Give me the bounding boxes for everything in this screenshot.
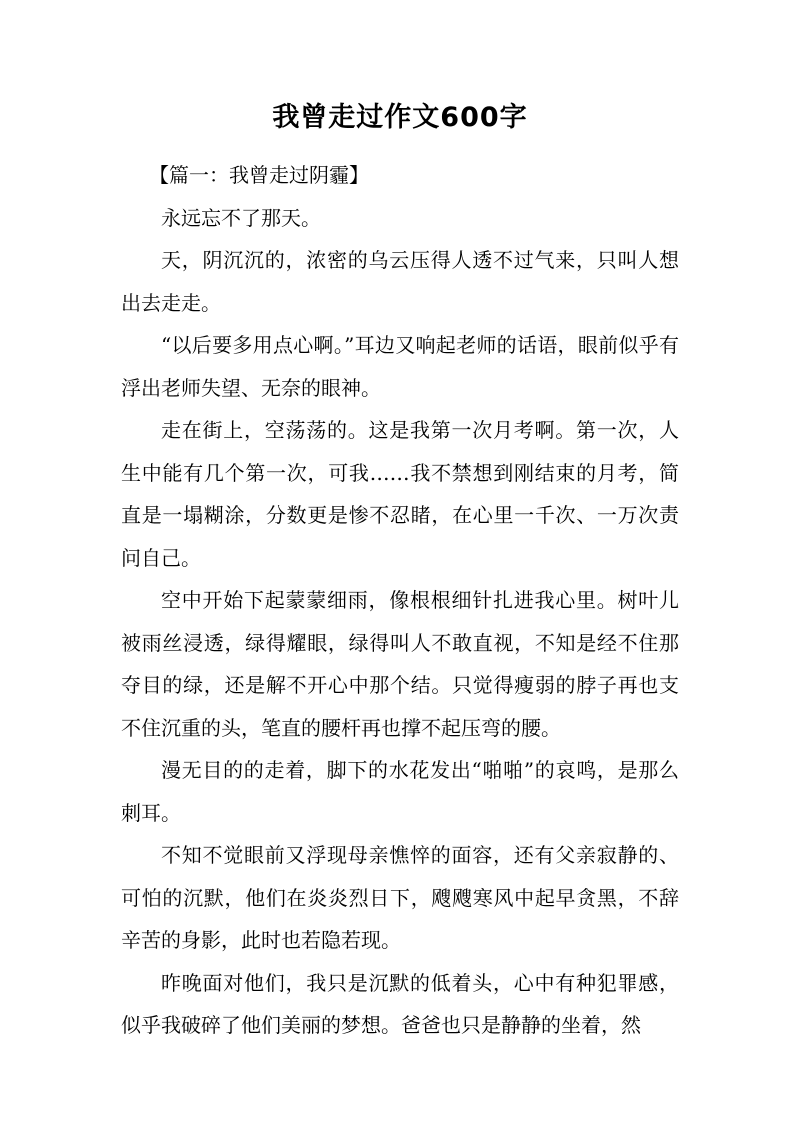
- paragraph-3: “以后要多用点心啊。”耳边又响起老师的话语，眼前似乎有浮出老师失望、无奈的眼神。: [121, 333, 679, 400]
- paragraph-1: 永远忘不了那天。: [161, 205, 321, 230]
- document-title: 我曾走过作文600字: [272, 102, 528, 133]
- paragraph-2: 天，阴沉沉的，浓密的乌云压得人透不过气来，只叫人想出去走走。: [121, 248, 679, 315]
- section-heading: 【篇一：我曾走过阴霾】: [149, 163, 369, 187]
- document-body: [121, 154, 679, 1047]
- paragraph-4: 走在街上，空荡荡的。这是我第一次月考啊。第一次，人生中能有几个第一次，可我……我不禁想到刚结束的月考，简直是一塌糊涂，分数更是惨不忍睹，在心里一千次、一万次责问自己。: [121, 418, 679, 570]
- paragraph-7: 不知不觉眼前又浮现母亲憔悴的面容，还有父亲寂静的、可怕的沉默，他们在炎炎烈日下，飕飕寒风中起早贪黑，不辞辛苦的身影，此时也若隐若现。: [121, 843, 679, 952]
- paragraph-5: 空中开始下起蒙蒙细雨，像根根细针扎进我心里。树叶儿被雨丝浸透，绿得耀眼，绿得叫人不敢直视，不知是经不住那夺目的绿，还是解不开心中那个结。只觉得瘦弱的脖子再也支不住沉重的头，笔直的腰杆再也撑不起压弯的腰。: [121, 588, 679, 740]
- paragraph-8: 昨晚面对他们，我只是沉默的低着头，心中有种犯罪感，似乎我破碎了他们美丽的梦想。爸爸也只是静静的坐着，然: [121, 970, 679, 1037]
- paragraph-6: 漫无目的的走着，脚下的水花发出“啪啪”的哀鸣，是那么刺耳。: [121, 758, 679, 825]
